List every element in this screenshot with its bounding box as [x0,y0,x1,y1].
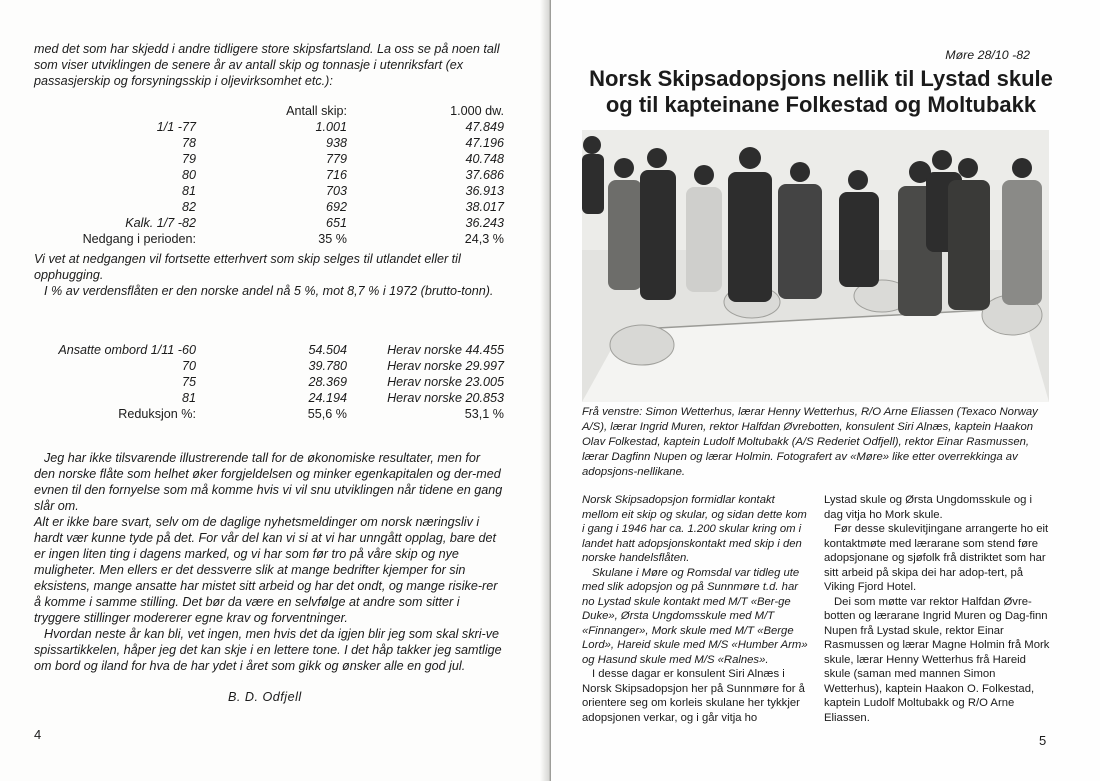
table-header-row [34,103,504,119]
table-row [34,151,504,167]
row-dw: 37.686 [465,168,504,182]
headline-line-2: og til kapteinane Folkestad og Moltubakk [605,92,1037,117]
summary-label: Reduksjon %: [118,407,196,421]
page-number: 5 [1039,733,1047,748]
row-ships: 779 [325,152,347,166]
row-label: 82 [181,200,196,214]
row-ships: 716 [325,168,347,182]
share-text: I % av verdensflåten er den norske andel nå 5 %, mot 8,7 % i 1972 (brutto-tonn). [44,284,494,298]
table-row [34,374,504,390]
row-dw: 36.243 [465,216,504,230]
article-column-left [582,493,810,725]
closing-text: Hvordan neste år kan bli, vet ingen, men hvis det da igjen blir jeg som skal skri-ve spissartikkelen, håper jeg det kan skje i en lettere tone. I det håp takker jeg samtlige om bord og iland for hva de har ydet i året som gikk og ønsker alle en god jul. [34,627,502,673]
row-ships: 1.001 [315,120,347,134]
row-ships: 938 [325,136,347,150]
row-label: 81 [181,391,196,405]
row-label: 78 [181,136,196,150]
row-dw: 38.017 [465,200,504,214]
right-page [551,0,1100,781]
table-row [34,199,504,215]
article-paragraph: Før desse skulevitjingane arrangerte ho eit kontaktmøte med lærarane som stend føre adopsjonane og sjøfolk frå distriktet som har sitt arbeid på skipa dei har adop-tert, på Viking Fjord Hotel. [824,523,1049,593]
summary-dw: 24,3 % [464,232,504,246]
article-paragraph: Skulane i Møre og Romsdal var tidleg ute med slik adopsjon og på Sunnmøre t.d. har no Lystad skule kontakt med M/T «Ber-ge Duke», Ørsta Ungdomsskule med M/T «Finnanger», Mork skule med M/T «Berge Lord», Hareid skule med M/S «Humber Arm» og Hasund skule med M/S «Ralnes». [582,566,808,666]
row-label: 1/1 -77 [156,120,196,134]
col-header-ships: Antall skip: [286,104,347,118]
group-photo [582,130,1049,402]
row-norske: Herav norske 44.455 [387,343,504,357]
row-dw: 40.748 [465,152,504,166]
summary-number: 55,6 % [307,407,347,421]
row-label: 75 [181,375,196,389]
row-norske: Herav norske 29.997 [387,359,504,373]
row-number: 28.369 [308,375,347,389]
row-label: Ansatte ombord 1/11 -60 [58,343,196,357]
table-row [34,342,504,358]
table-summary-row [34,231,504,247]
results-paragraphs [34,450,504,674]
row-dw: 36.913 [465,184,504,198]
row-number: 24.194 [308,391,347,405]
table-row [34,119,504,135]
row-ships: 703 [325,184,347,198]
decline-text: Vi vet at nedgangen vil fortsette etterhvert som skip selges til utlandet eller til opphugging. [34,252,461,282]
row-norske: Herav norske 20.853 [387,391,504,405]
article-paragraph: Dei som møtte var rektor Halfdan Øvre-botten og lærarane Ingrid Muren og Dag-finn Nupen frå Lystad skule, rektor Einar Rasmussen og lærar Magne Holmin frå Mork skule, lærar Henny Wetterhus frå Hareid skule (saman med mannen Simon Wetterhus), kaptein Haakon O. Folkestad, kaptein Ludolf Moltubakk og R/O Arne Eliassen. [824,595,1050,724]
row-label: 79 [181,152,196,166]
table-row [34,167,504,183]
row-label: Kalk. 1/7 -82 [125,216,196,230]
intro-text: med det som har skjedd i andre tidligere store skipsfartsland. La oss se på noen tall som viser utviklingen de senere år av antall skip og tonnasje i utenriksfart (ex passasjerskip og forsyningsskip i oljevirksomhet etc.): [34,42,500,88]
row-label: 81 [181,184,196,198]
article-column-right [824,493,1052,725]
row-dw: 47.196 [465,136,504,150]
row-label: 70 [181,359,196,373]
outlook-text: Alt er ikke bare svart, selv om de daglige nyhetsmeldinger om norsk næringsliv i hardt vær kunne tyde på det. For vår del kan vi si at vi har unngått opplag, bare det er ingen liten ting i dagens marked, og vi har som før tro på våre skip og nye muligheter. Men ellers er det dessverre slik at mange bedrifter kjemper for sin eksistens, mange ansatte har mistet sitt arbeid og har det ondt, og mange risike-rer å komme i samme stilling. Det bør da være en selvfølge at andre som sitter i tryggere stillinger modererer egne krav og forventninger. [34,515,498,625]
page-number: 4 [34,727,42,742]
col-header-dw: 1.000 dw. [450,104,504,118]
table-row [34,358,504,374]
dateline: Møre 28/10 -82 [945,48,1030,62]
results-text: Jeg har ikke tilsvarende illustrerende tall for de økonomiske resultater, men for den norske flåte som helhet øker forgjeldelsen og minker egenkapitalen og der-med evnen til den fornyelse som må komme hvis vi vil snu utviklingen når tidene en gang slår om. [34,451,503,513]
row-label: 80 [181,168,196,182]
photo-caption: Frå venstre: Simon Wetterhus, lærar Henny Wetterhus, R/O Arne Eliassen (Texaco Norway A/S), lærar Ingrid Muren, rektor Halfdan Øvrebotten, konsulent Siri Alnæs, kaptein Haakon Olav Folkestad, kaptein Ludolf Moltubakk (A/S Rederiet Odfjell), rektor Einar Rasmussen, lærar Dagfinn Nupen og lærar Holmin. Fotografert av «Møre» like etter overrekkinga av adopsjons-nellikane. [582,406,1038,478]
decline-paragraph [34,251,504,299]
article-paragraph: Lystad skule og Ørsta Ungdomsskule og i dag vitja ho Mork skule. [824,494,1033,521]
intro-paragraph [34,41,504,89]
article-headline [551,66,1091,118]
table-row [34,135,504,151]
table-row [34,215,504,231]
article-paragraph: I desse dagar er konsulent Siri Alnæs i Norsk Skipsadopsjon her på Sunnmøre for å orientere seg om korleis skulane her tykkjer adopsjonen verkar, og i går vitja ho [582,668,805,724]
table-summary-row [34,406,504,422]
article-paragraph: Norsk Skipsadopsjon formidlar kontakt mellom eit skip og skular, og sidan dette kom i gang i 1946 har ca. 1.200 skular kring om i landet hatt adopsjonskontakt med skip i den norske handelsflåten. [582,494,807,564]
row-norske: Herav norske 23.005 [387,375,504,389]
author-signature: B. D. Odfjell [228,690,302,704]
summary-label: Nedgang i perioden: [82,232,196,246]
row-number: 54.504 [308,343,347,357]
summary-norske: 53,1 % [464,407,504,421]
table-row [34,390,504,406]
row-ships: 692 [325,200,347,214]
summary-ships: 35 % [318,232,347,246]
row-dw: 47.849 [465,120,504,134]
table-row [34,183,504,199]
row-ships: 651 [325,216,347,230]
row-number: 39.780 [308,359,347,373]
headline-line-1: Norsk Skipsadopsjons nellik til Lystad skule [589,66,1053,91]
